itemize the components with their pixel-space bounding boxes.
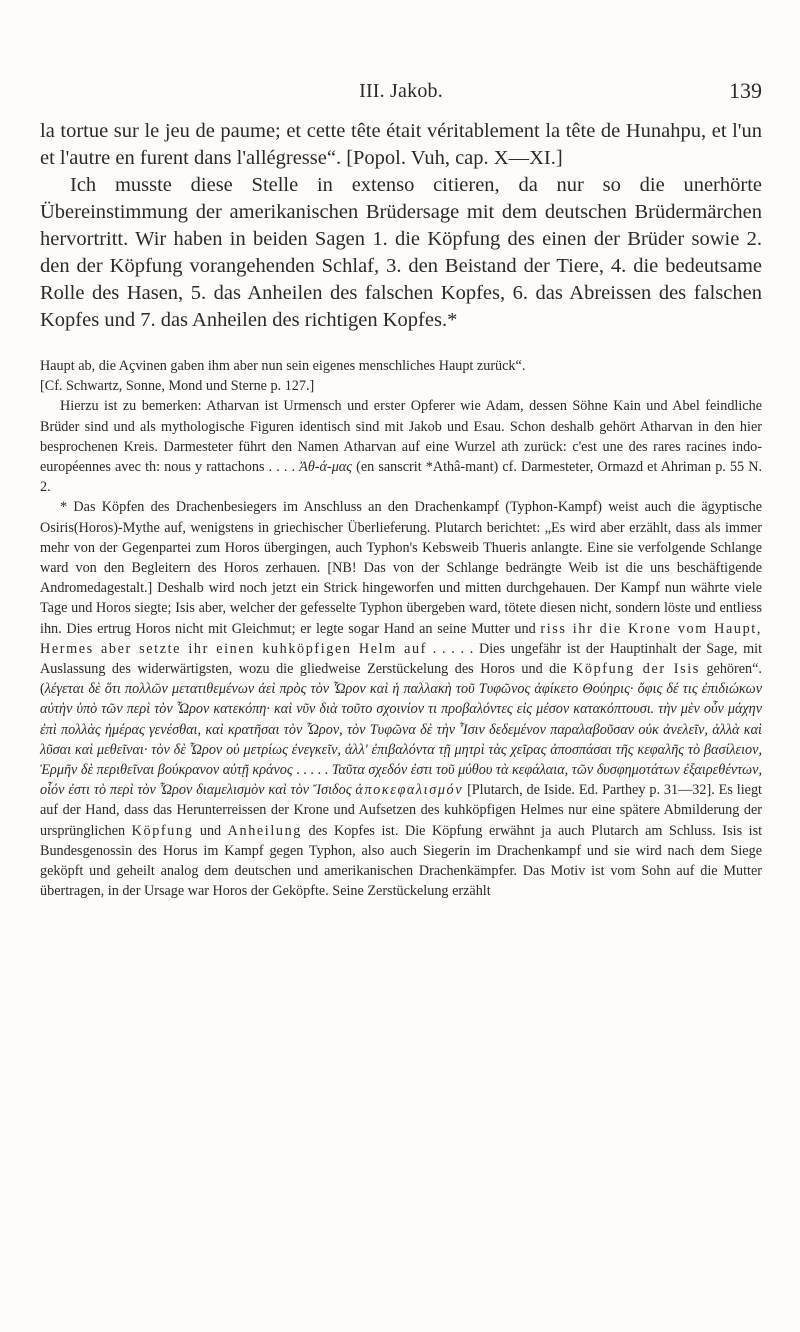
footnote-atharvan — [40, 396, 762, 497]
running-title: III. Jakob. — [359, 80, 443, 102]
running-head — [40, 78, 762, 108]
footnote-osiris-part5: [Plutarch, de Iside. Ed. Parthey p. 31—32]. Es liegt auf der Hand, dass das Herunterreissen der Krone und Aufsetzen des kuhköpfigen Helmes nur eine spätere Abmilderung der ursprünglichen — [40, 782, 763, 839]
page-body — [40, 118, 762, 901]
main-paragraph-continuation: la tortue sur le jeu de paume; et cette tête était véritablement la tête de Hunahpu, et l'un et l'autre en furent dans l'allégresse“. [Popol. Vuh, cap. X—XI.] — [40, 120, 762, 169]
main-text — [40, 118, 762, 334]
greek-quotation-summary: Ταῦτα σχεδόν ἐστι τοῦ μύθου τὰ κεφάλαια, τῶν δυσφημοτάτων ἐξαιρεθέντων, οἷόν ἐστι τὸ περὶ τὸν Ὧρον διαμελισμὸν καὶ τὸν Ἴσιδος — [40, 762, 763, 799]
footnote-osiris-part4: . . . . . — [296, 762, 329, 779]
footnote-osiris — [40, 497, 762, 901]
spaced-emphasis-koepfung: Köpfung — [131, 822, 194, 839]
footnote-osiris-part6: und — [199, 822, 222, 839]
footnote-continuation — [40, 356, 762, 376]
footnote-osiris-part7: des Kopfes ist. Die Köpfung erwähnt ja auch Plutarch am Schluss. Isis ist Bundesgenossin des Horus im Kampf gegen Typhon, also auch Siegerin im Drachenkampf und sie wird nach dem Siege geköpft und geheilt analog dem deutschen und amerikanischen Drachenkämpfer. Das Motiv ist vom Sohn auf die Mutter übertragen, in der Ursage war Horos der Geköpfte. Seine Zerstückelung erzählt — [40, 822, 763, 900]
spaced-emphasis-isis: Köpfung der Isis — [573, 661, 700, 678]
footnote-continuation-line1: Haupt ab, die Açvinen gaben ihm aber nun sein eigenes menschliches Haupt zurück“. — [40, 358, 526, 374]
footnote-reference: [Cf. Schwartz, Sonne, Mond und Sterne p. 127.] — [40, 378, 315, 395]
footnotes — [40, 356, 762, 901]
footnote-osiris-part1: * Das Köpfen des Drachenbesiegers im Anschluss an den Drachenkampf (Typhon-Kampf) weist auch die ägyptische Osiris(Horos)-Mythe auf, wenigstens in griechischer Überlieferung. Plutarch berichtet: „Es wird aber erzählt, dass als immer mehr von der Gegenpartei zum Horos übergingen, auch Typhon's Kebsweib Thueris anlangte. Eine sie verfolgende Schlange ward von den Begleitern des Horos zerhauen. [NB! Das von der Schlange bedrängte Weib ist die uns beschäftigende Andromedagestalt.] Deshalb wird noch jetzt ein Strick hingeworfen und mitten durchgehauen. Der Kampf nun währte viele Tage und Horos siegte; Isis aber, welcher der gefesselte Typhon übergeben ward, tötete diesen nicht, sondern löste und entliess ihn. Dies ertrug Horos nicht mit Gleichmut; er legte sogar Hand an seine Mutter und — [40, 499, 762, 637]
footnote-atharvan-text: Hierzu ist zu bemerken: Atharvan ist Urmensch und erster Opferer wie Adam, dessen Söhne Kain und Abel feindliche Brüder sind und als mythologische Figuren identisch sind mit Jakob und Esau. Schon deshalb gehört Atharvan in den hier besprochenen Kreis. Darmesteter führt den Namen Atharvan auf eine Wurzel ath zurück: c'est une des rares racines indo-européennes avec th: nous y rattachons . . . . — [40, 398, 762, 476]
greek-quotation-plutarch: λέγεται δὲ ὅτι πολλῶν μετατιθεμένων ἀεὶ πρὸς τὸν Ὧρον καὶ ἡ παλλακὴ τοῦ Τυφῶνος ἀφίκετο Θούηρις· ὄφις δέ τις ἐπιδιώκων αὐτὴν ὑπὸ τῶν περὶ τὸν Ὧρον κατεκόπη· καὶ νῦν διὰ τοῦτο σχοινίον τι προβαλόντες εἰς μέσον κατακόπτουσι. τὴν μὲν οὖν μάχην ἐπὶ πολλὰς ἡμέρας γενέσθαι, καὶ κρατῆσαι τὸν Ὧρον, τὸν Τυφῶνα δὲ τὴν Ἶσιν δεδεμένον παραλαβοῦσαν οὐκ ἀνελεῖν, ἀλλὰ καὶ λῦσαι καὶ μεθεῖναι· τὸν δὲ Ὧρον οὐ μετρίως ἐνεγκεῖν, ἀλλ' ἐπιβαλόντα τῇ μητρὶ τὰς χεῖρας ἀποσπάσαι τῆς κεφαλῆς τὸ βασίλειον, Ἑρμῆν δὲ περιθεῖναι βούκρανον αὐτῇ κράνος — [40, 681, 762, 779]
footnote-osiris-part3: gehören“. ( — [40, 661, 762, 698]
main-paragraph-comparison: Ich musste diese Stelle in extenso citieren, da nur so die unerhörte Übereinstimmung der amerikanischen Brüdersage mit dem deutschen Brüdermärchen hervortritt. Wir haben in beiden Sagen 1. die Köpfung des einen der Brüder sowie 2. den der Köpfung vorangehenden Schlaf, 3. den Beistand der Tiere, 4. die bedeutsame Rolle des Hasen, 5. das Anheilen des falschen Kopfes, 6. das Abreissen des falschen Kopfes und 7. das Anheilen des richtigen Kopfes.* — [40, 174, 762, 331]
spaced-emphasis-anheilung: Anheilung — [227, 822, 302, 839]
page-number: 139 — [729, 78, 762, 103]
spaced-emphasis-crown: riss ihr die Krone vom Haupt, Hermes aber setzte ihr einen kuhköpfigen Helm auf — [40, 620, 762, 657]
greek-spaced-word: ἀποκεφαλισμόν — [355, 782, 464, 799]
footnote-atharvan-end: (en sanscrit *Athâ-mant) cf. Darmesteter, Ormazd et Ahriman p. 55 N. 2. — [40, 459, 763, 496]
greek-word: Ἀθ-ά-μας — [299, 459, 353, 476]
footnote-osiris-part2: . . . . . Dies ungefähr ist der Hauptinhalt der Sage, mit Auslassung des widerwärtigsten, wozu die gliedweise Zerstückelung des Horos und die — [40, 640, 763, 678]
